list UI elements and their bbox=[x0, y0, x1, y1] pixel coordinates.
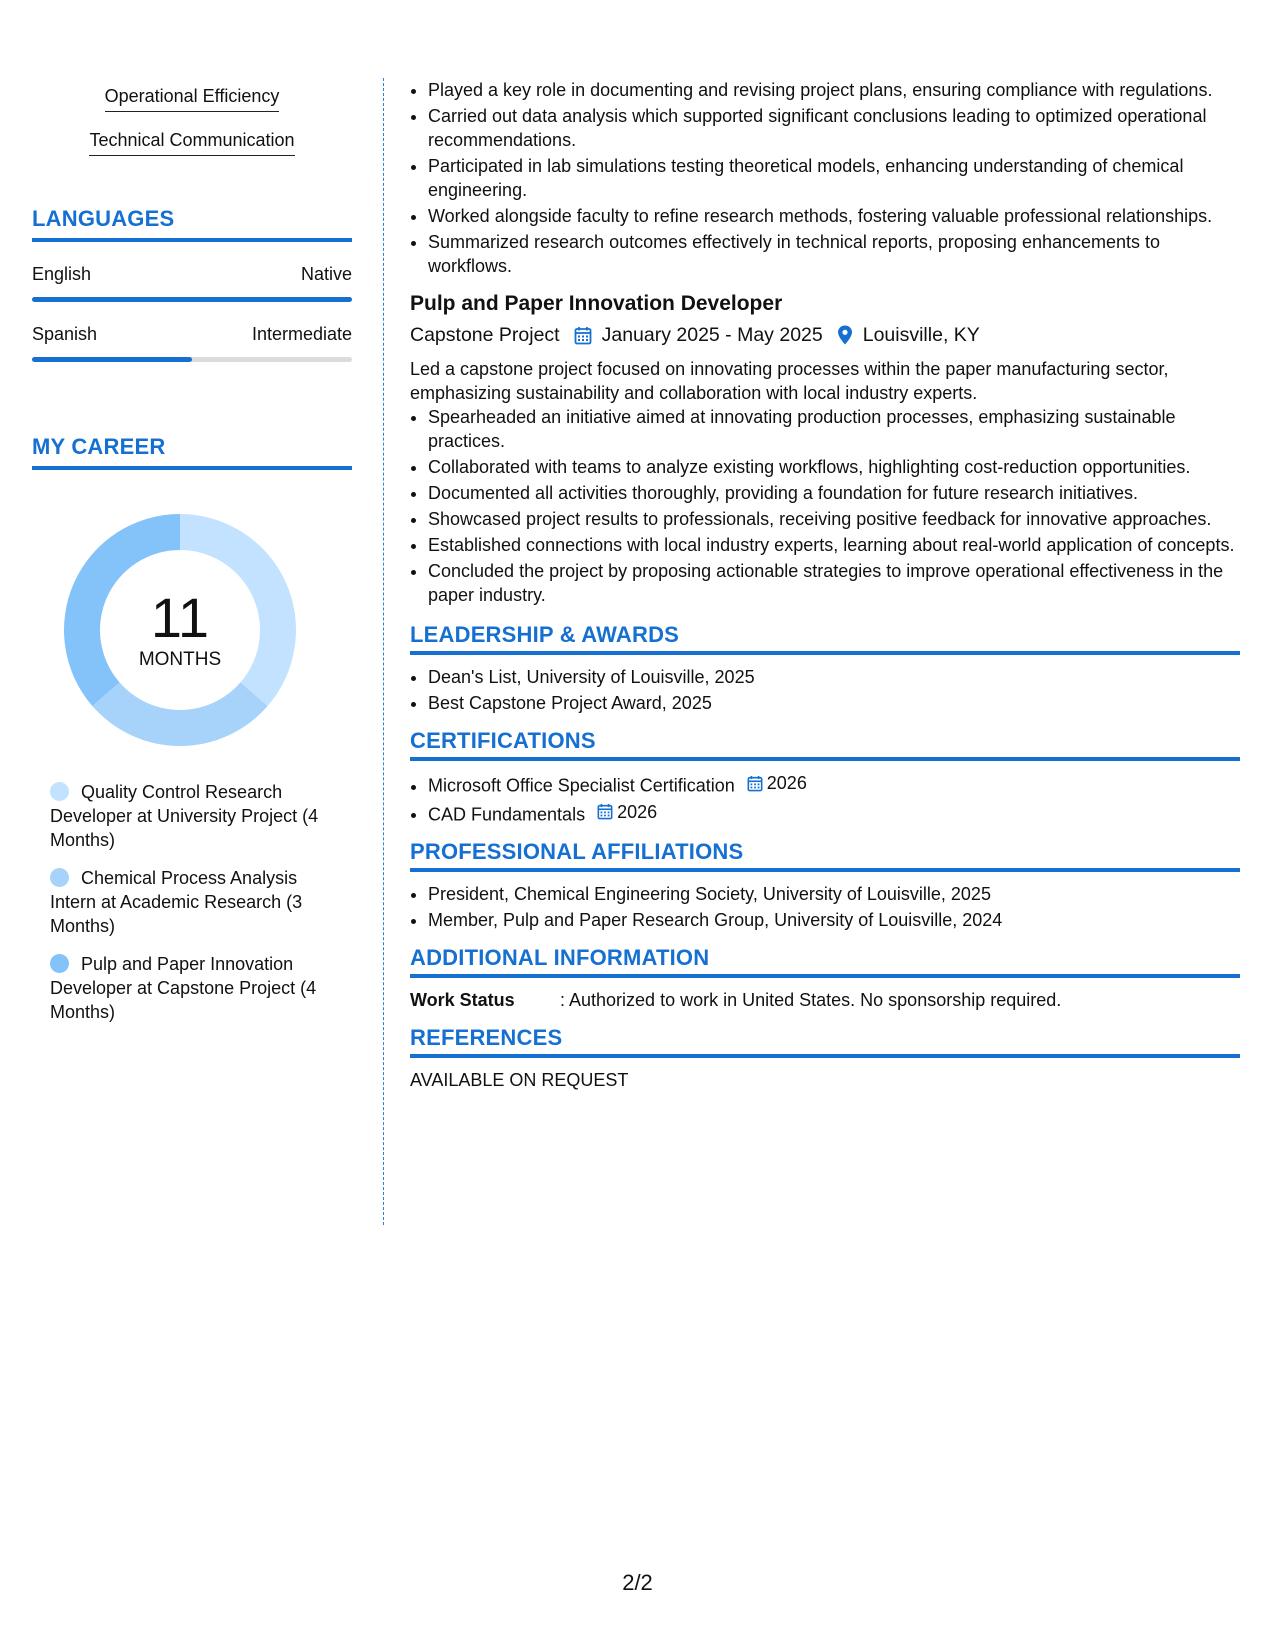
work-status-value: : Authorized to work in United States. No sponsorship required. bbox=[560, 990, 1062, 1010]
bullet-item: • Best Capstone Project Award, 2025 bbox=[428, 691, 1240, 715]
right-column bbox=[410, 78, 1240, 1092]
career-legend bbox=[50, 780, 330, 1024]
bullet-item: • President, Chemical Engineering Society, University of Louisville, 2025 bbox=[428, 882, 1240, 906]
career-donut-chart bbox=[64, 514, 296, 746]
donut-center bbox=[64, 514, 296, 746]
career-title: MY CAREER bbox=[32, 434, 352, 470]
job-location: Louisville, KY bbox=[862, 324, 980, 346]
job-meta bbox=[410, 321, 1240, 349]
column-divider bbox=[383, 78, 384, 1225]
certifications-title: CERTIFICATIONS bbox=[410, 729, 1240, 761]
bullet-item: • Carried out data analysis which supported significant conclusions leading to optimized operational recommendations. bbox=[428, 104, 1240, 152]
language-item bbox=[32, 324, 352, 362]
affiliations-title: PROFESSIONAL AFFILIATIONS bbox=[410, 840, 1240, 872]
calendar-icon bbox=[597, 803, 613, 820]
job-dates: January 2025 - May 2025 bbox=[601, 324, 823, 346]
language-item bbox=[32, 264, 352, 302]
bullet-item: • Collaborated with teams to analyze existing workflows, highlighting cost-reduction opportunities. bbox=[428, 455, 1240, 479]
career-legend-label: Quality Control Research Developer at University Project (4 Months) bbox=[50, 782, 319, 850]
page-number: 2/2 bbox=[622, 1570, 653, 1595]
certification-name: Microsoft Office Specialist Certification bbox=[428, 775, 735, 796]
bullet-item: • Participated in lab simulations testing theoretical models, enhancing understanding of chemical engineering. bbox=[428, 154, 1240, 202]
career-total-number: 11 bbox=[150, 586, 210, 649]
career-legend-item bbox=[50, 952, 330, 1024]
job-bullets bbox=[410, 405, 1240, 607]
references-text: AVAILABLE ON REQUEST bbox=[410, 1070, 629, 1090]
certification-name: CAD Fundamentals bbox=[428, 804, 586, 824]
legend-dot-icon bbox=[50, 868, 69, 887]
certification-item bbox=[428, 771, 1240, 798]
skill-tag: Technical Communication bbox=[89, 130, 294, 156]
affiliations-list bbox=[410, 882, 1240, 932]
work-status-row bbox=[410, 988, 1240, 1012]
left-column bbox=[32, 86, 352, 1038]
work-status-label: Work Status bbox=[410, 990, 515, 1010]
bullet-item: • Member, Pulp and Paper Research Group, University of Louisville, 2024 bbox=[428, 908, 1240, 932]
language-bar bbox=[32, 357, 352, 362]
experience-bullets bbox=[410, 78, 1240, 278]
career-total-unit: MONTHS bbox=[138, 649, 222, 670]
map-pin-icon bbox=[837, 325, 853, 345]
language-bar-fill bbox=[32, 297, 352, 302]
bullet-item: • Concluded the project by proposing actionable strategies to improve operational effectiveness in the paper industry. bbox=[428, 559, 1240, 607]
bullet-item: • Documented all activities thoroughly, providing a foundation for future research initiatives. bbox=[428, 481, 1240, 505]
language-bar-fill bbox=[32, 357, 192, 362]
legend-dot-icon bbox=[50, 782, 69, 801]
leadership-list bbox=[410, 665, 1240, 715]
certification-item bbox=[428, 800, 1240, 827]
bullet-item: • Dean's List, University of Louisville, 2025 bbox=[428, 665, 1240, 689]
leadership-title: LEADERSHIP & AWARDS bbox=[410, 623, 1240, 655]
language-level: Intermediate bbox=[251, 324, 352, 344]
bullet-item: • Established connections with local industry experts, learning about real-world application of concepts. bbox=[428, 533, 1240, 557]
job-title: Pulp and Paper Innovation Developer bbox=[410, 292, 783, 315]
legend-dot-icon bbox=[50, 954, 69, 973]
career-legend-item bbox=[50, 780, 330, 852]
certification-year: 2026 bbox=[766, 773, 807, 793]
skill-tag: Operational Efficiency bbox=[105, 86, 280, 112]
bullet-item: • Spearheaded an initiative aimed at innovating production processes, emphasizing sustainable practices. bbox=[428, 405, 1240, 453]
languages-title: LANGUAGES bbox=[32, 206, 352, 242]
career-legend-label: Pulp and Paper Innovation Developer at Capstone Project (4 Months) bbox=[50, 954, 317, 1022]
bullet-item: • Played a key role in documenting and revising project plans, ensuring compliance with regulations. bbox=[428, 78, 1240, 102]
language-level: Native bbox=[300, 264, 352, 284]
bullet-item: • Summarized research outcomes effectively in technical reports, proposing enhancements to workflows. bbox=[428, 230, 1240, 278]
references-title: REFERENCES bbox=[410, 1026, 1240, 1058]
language-name: Spanish bbox=[32, 324, 98, 344]
calendar-icon bbox=[574, 326, 592, 345]
certification-year: 2026 bbox=[617, 801, 658, 822]
language-name: English bbox=[32, 264, 92, 284]
certifications-list bbox=[410, 771, 1240, 826]
career-legend-item bbox=[50, 866, 330, 938]
bullet-item: • Worked alongside faculty to refine research methods, fostering valuable professional relationships. bbox=[428, 204, 1240, 228]
job-description: Led a capstone project focused on innovating processes within the paper manufacturing sector, emphasizing sustainability and collaboration with local industry experts. bbox=[410, 359, 1169, 403]
additional-info-title: ADDITIONAL INFORMATION bbox=[410, 946, 1240, 978]
job-company: Capstone Project bbox=[410, 324, 560, 346]
bullet-item: • Showcased project results to professionals, receiving positive feedback for innovative approaches. bbox=[428, 507, 1240, 531]
language-bar bbox=[32, 297, 352, 302]
calendar-icon bbox=[747, 775, 763, 792]
career-legend-label: Chemical Process Analysis Intern at Academic Research (3 Months) bbox=[50, 868, 303, 936]
